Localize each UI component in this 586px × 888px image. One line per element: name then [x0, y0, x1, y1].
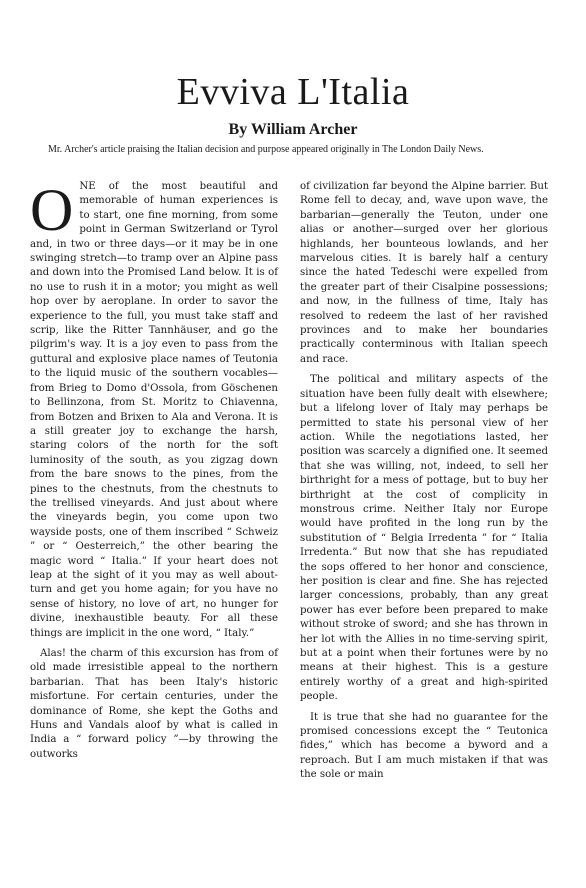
article-byline: By William Archer [228, 121, 358, 138]
right-paragraph-1: of civilization far beyond the Alpine barrier. But Rome fell to decay, and, wave upon wave, the barbarian—generally the Teuton, under one alias or another—surged over her glorious highlands, her bounteous lowlands, and her marvelous cities. It is barely half a century since the hated Tedeschi were expelled from the greater part of their Cisalpine possessions; and now, in the fullness of time, Italy has resolved to redeem the last of her ravished provinces and to make her boundaries practically conterminous with Italian speech and race. [300, 181, 548, 365]
right-paragraph-2: The political and military aspects of the situation have been fully dealt with elsewhere; but a lifelong lover of Italy may perhaps be permitted to state his personal view of her action. While the negotiations lasted, her position was scarcely a dignified one. It seemed that she was willing, not, indeed, to sell her birthright for a mess of pottage, but to buy her birthright at the cost of complicity in monstrous crime. Neither Italy nor Europe would have profited in the long run by the substitution of “ Belgia Irredenta ” for “ Italia Irredenta.” But now that she has repudiated the sops offered to her honor and conscience, her position is clear and fine. She has rejected larger concessions, probably, than any great power has ever before been prepared to make without stroke of sword; and she has thrown in her lot with the Allies in no time-serving spirit, but at a point when their fortunes were by no means at their highest. This is a gesture entirely worthy of a great and high-spirited people. [300, 374, 548, 703]
drop-cap: O [30, 177, 74, 243]
left-paragraph-1 [30, 177, 278, 641]
article-title: Evviva L'Italia [176, 71, 410, 113]
article-intro: Mr. Archer's article praising the Italian decision and purpose appeared originally in The London Daily News. [48, 144, 484, 155]
right-column [300, 180, 548, 789]
left-column [30, 177, 278, 768]
left-paragraph-2: Alas! the charm of this excursion has from of old made irresistible appeal to the northern barbarian. That has been Italy's historic misfortune. For certain centuries, under the dominance of Rome, she kept the Goths and Huns and Vandals aloof by what is called in India a “ forward policy ”—by throwing the outworks [30, 648, 278, 760]
right-paragraph-3: It is true that she had no guarantee for the promised concessions except the “ Teutonica fides,” which has become a byword and a reproach. But I am much mistaken if that was the sole or main [300, 711, 548, 781]
left-paragraph-1-text: NE of the most beautiful and memorable of human experiences is to start, one fine morning, from some point in German Switzerland or Tyrol and, in two or three days—or it may be in one swinging stretch—to tramp over an Alpine pass and down into the Promised Land below. It is of no use to rush it in a motor; you might as well hop over by aeroplane. In order to savor the experience to the full, you must take staff and scrip, like the Ritter Tannhäuser, and go the pilgrim's way. It is a joy even to pass from the guttural and explosive place names of Teutonia to the liquid music of the southern vocables—from Brieg to Domo d'Ossola, from Göschenen to Bellinzona, from St. Moritz to Chiavenna, from Botzen and Brixen to Ala and Verona. It is a still greater joy to exchange the harsh, staring colors of the north for the soft luminosity of the south, as you zigzag down from the bare snows to the pines, from the pines to the chestnuts, from the chestnuts to the trellised vineyards. And just about where the vineyards begin, you come upon two wayside posts, one of them inscribed “ Schweiz ” or “ Oesterreich,” the other bearing the magic word “ Italia.” If your heart does not leap at the sight of it you may as well about-turn and get you home again; for you have no sense of history, no love of art, no hunger for divine, inexhaustible beauty. For all these things are implicit in the one word, “ Italy.” [30, 181, 278, 639]
